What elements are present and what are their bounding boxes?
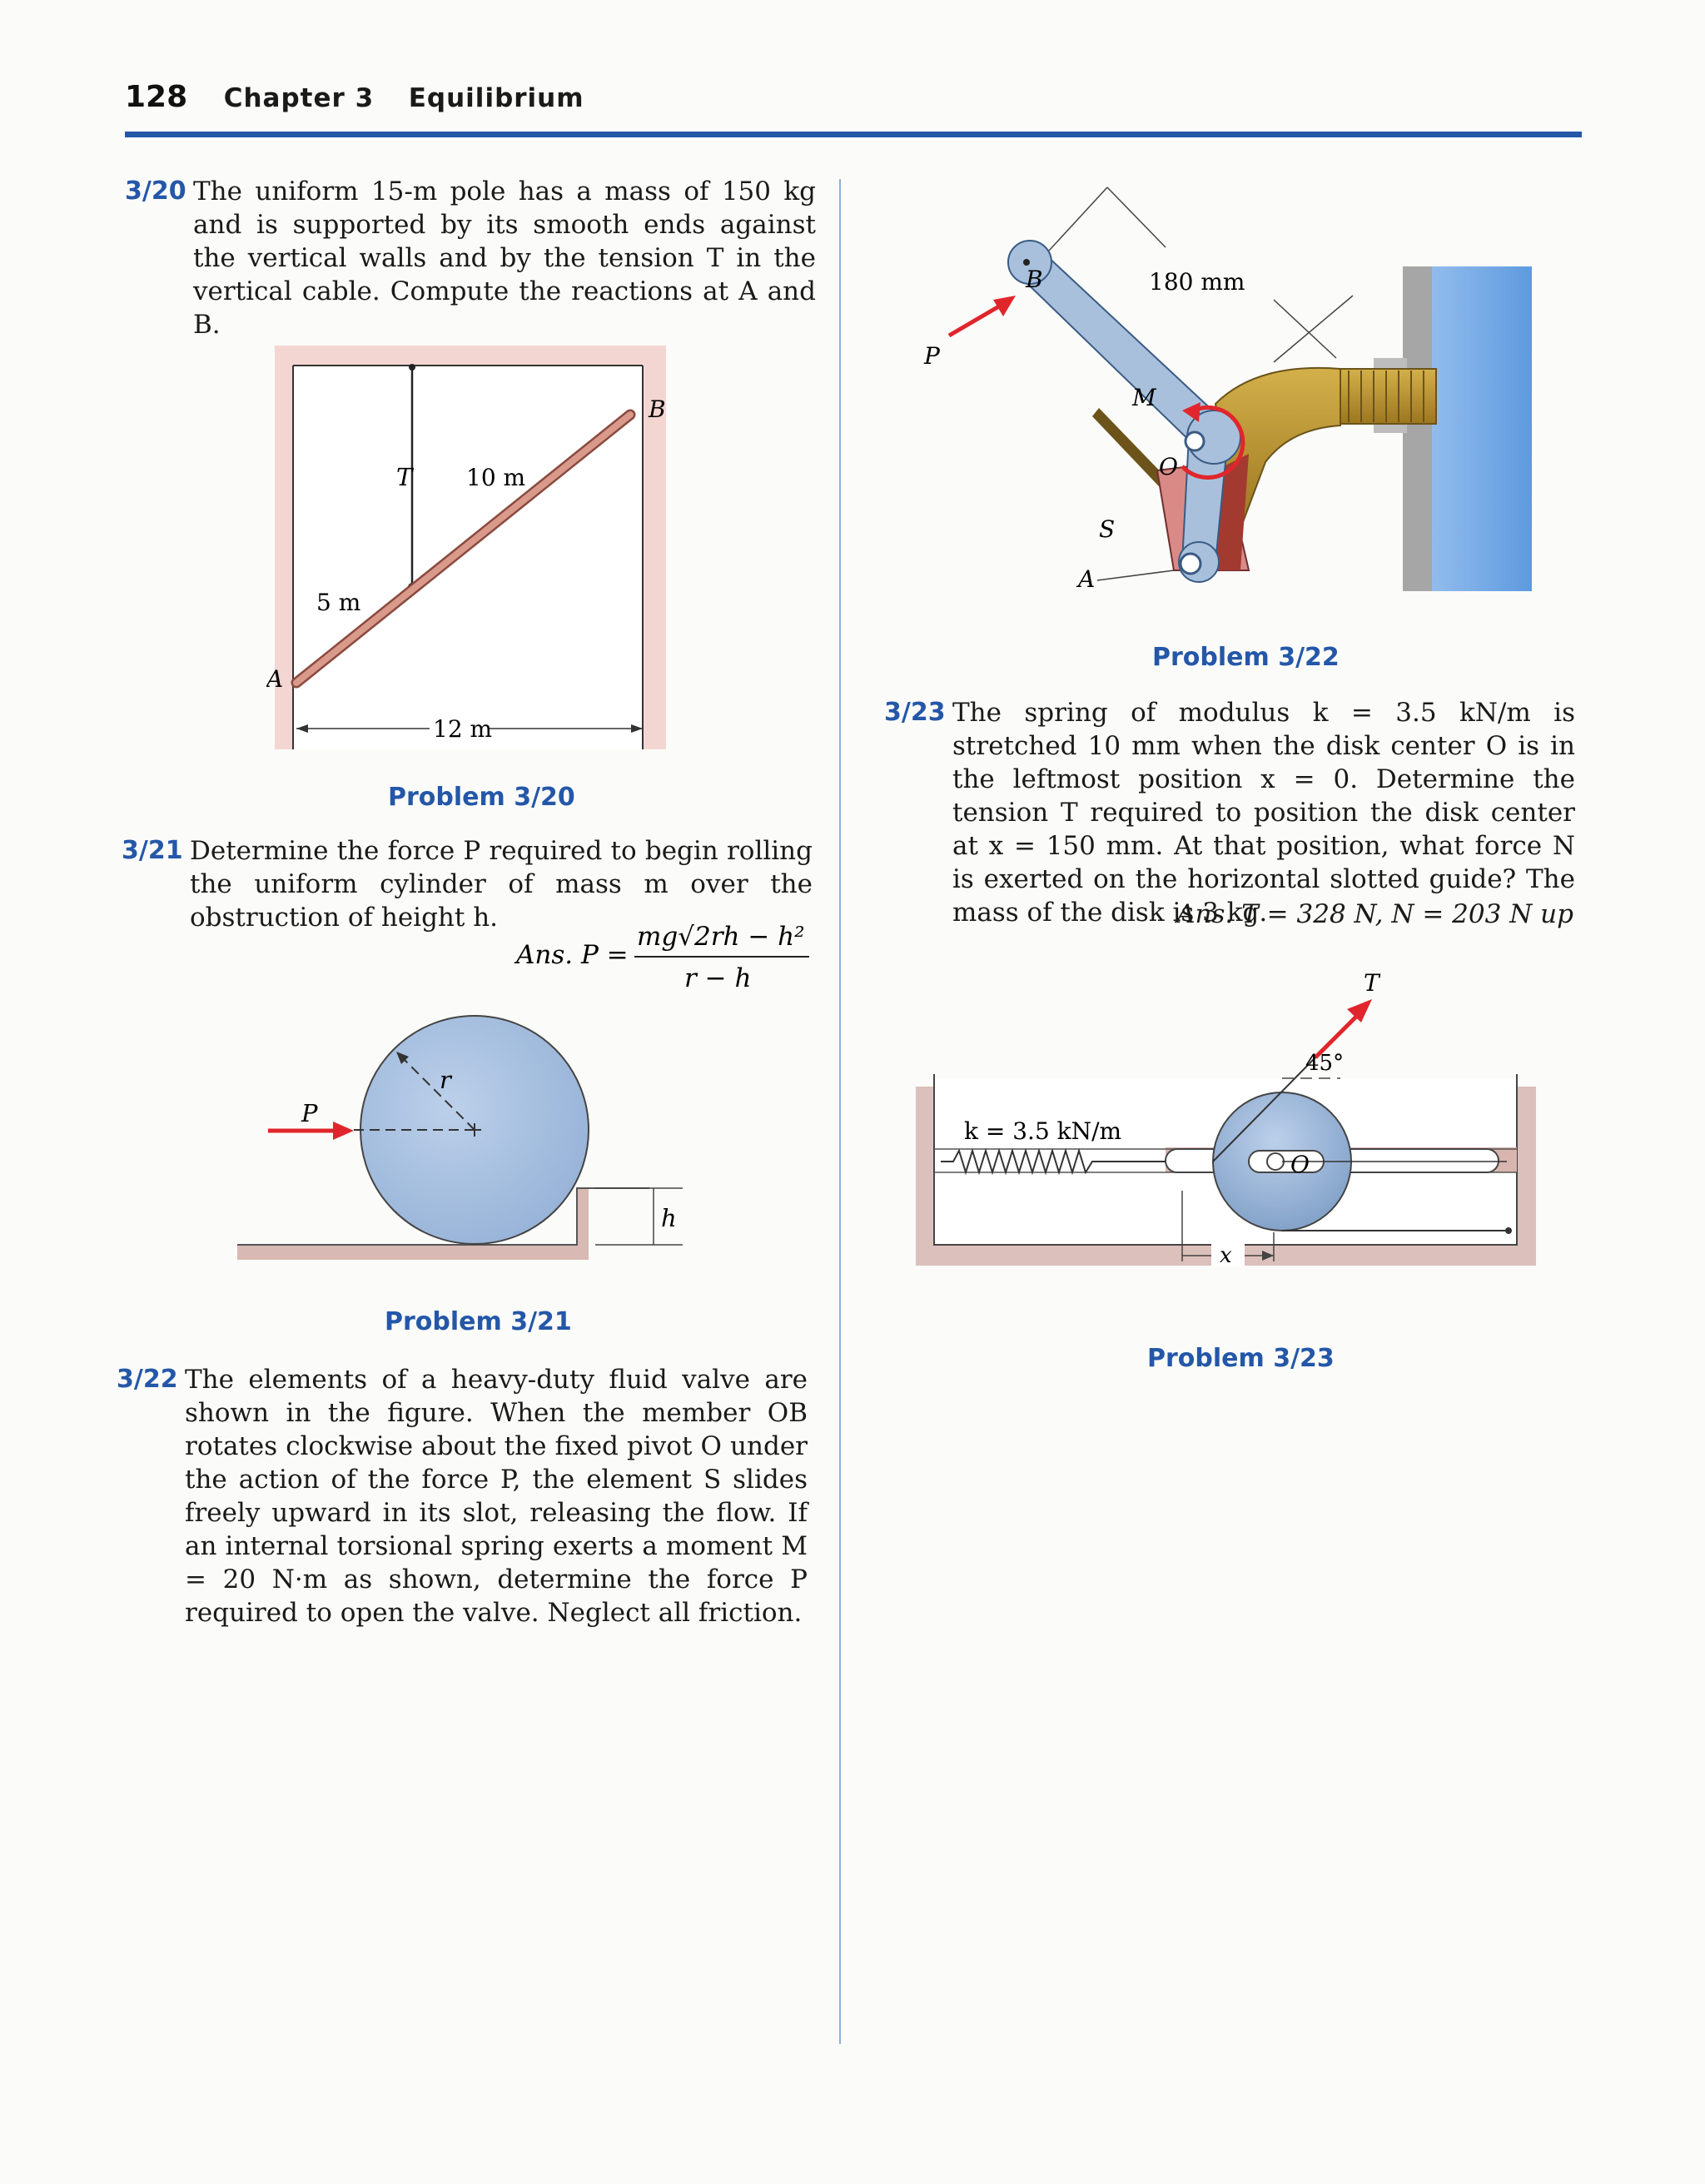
caption-3-21: Problem 3/21: [385, 1307, 572, 1336]
opening: [293, 366, 643, 749]
force-P-arrow: [949, 304, 1003, 336]
label-M: M: [1132, 384, 1156, 411]
problem-3-22: [117, 1363, 808, 1629]
label-S: S: [1099, 515, 1116, 543]
answer-denominator: r − h: [684, 963, 752, 993]
label-T: T: [1364, 969, 1379, 997]
label-5m: 5 m: [316, 589, 361, 616]
label-12m: 12 m: [433, 715, 493, 743]
problem-number: 3/23: [884, 698, 946, 727]
label-45deg: 45°: [1305, 1051, 1345, 1076]
label-P: P: [924, 342, 940, 370]
problem-text: The spring of modulus k = 3.5 kN/m is stretched 10 mm when the disk center O is in the leftmost position x = 0. Determine the tension T required to position the disk center at x = 150 mm. At that position, what force N is exerted on the horizontal slotted guide? The mass of the disk is 3 kg.: [952, 698, 1575, 928]
problem-text: Determine the force P required to begin rolling the uniform cylinder of mass m over the obstruction of height h.: [190, 836, 813, 933]
answer-3-21: [500, 912, 824, 995]
figure-3-21: [233, 995, 716, 1295]
problem-text: The uniform 15-m pole has a mass of 150 kg and is supported by its smooth ends against the vertical walls and by the tension T in the vertical cable. Compute the reactions at A and B.: [193, 177, 816, 340]
problem-3-20: [125, 175, 816, 341]
chapter-label: Chapter 3: [223, 83, 375, 113]
problem-number: 3/22: [117, 1365, 178, 1394]
answer-lhs: Ans. P =: [516, 940, 629, 970]
label-A: A: [1078, 565, 1096, 593]
running-head: [125, 80, 584, 114]
label-180mm: 180 mm: [1149, 268, 1245, 296]
label-O: O: [1159, 453, 1178, 480]
figure-3-20: [266, 346, 683, 754]
figure-3-23: [916, 958, 1548, 1316]
chapter-title: Equilibrium: [408, 83, 584, 113]
label-T: T: [396, 463, 413, 491]
page-number: 128: [125, 80, 188, 114]
label-r: r: [440, 1066, 451, 1094]
answer-numerator: mg√2rh − h²: [637, 922, 805, 952]
label-B: B: [1026, 266, 1043, 293]
problem-3-23: [884, 696, 1575, 929]
figure-3-22: [907, 179, 1557, 620]
problem-number: 3/20: [125, 177, 186, 206]
problem-text: The elements of a heavy-duty fluid valve are shown in the figure. When the member OB rotates clockwise about the fixed pivot O under the action of the force P, the element S slides freely upward in its slot, releasing the flow. If an internal torsional spring exerts a moment M = 20 N·m as shown, determine the force P required to open the valve. Neglect all friction.: [185, 1365, 808, 1628]
label-x: x: [1220, 1243, 1232, 1268]
label-B: B: [649, 396, 666, 423]
label-A: A: [266, 665, 284, 693]
label-P: P: [301, 1099, 318, 1127]
column-divider: [839, 179, 841, 2044]
label-O: O: [1290, 1151, 1310, 1178]
label-k: k = 3.5 kN/m: [964, 1117, 1122, 1145]
answer-3-23: Ans. T = 328 N, N = 203 N up: [1176, 899, 1573, 929]
caption-3-23: Problem 3/23: [1147, 1344, 1335, 1373]
label-h: h: [661, 1204, 677, 1232]
problem-number: 3/21: [122, 836, 183, 865]
header-rule: [125, 132, 1582, 137]
caption-3-22: Problem 3/22: [1152, 643, 1340, 672]
caption-3-20: Problem 3/20: [388, 783, 575, 812]
label-10m: 10 m: [466, 464, 526, 491]
